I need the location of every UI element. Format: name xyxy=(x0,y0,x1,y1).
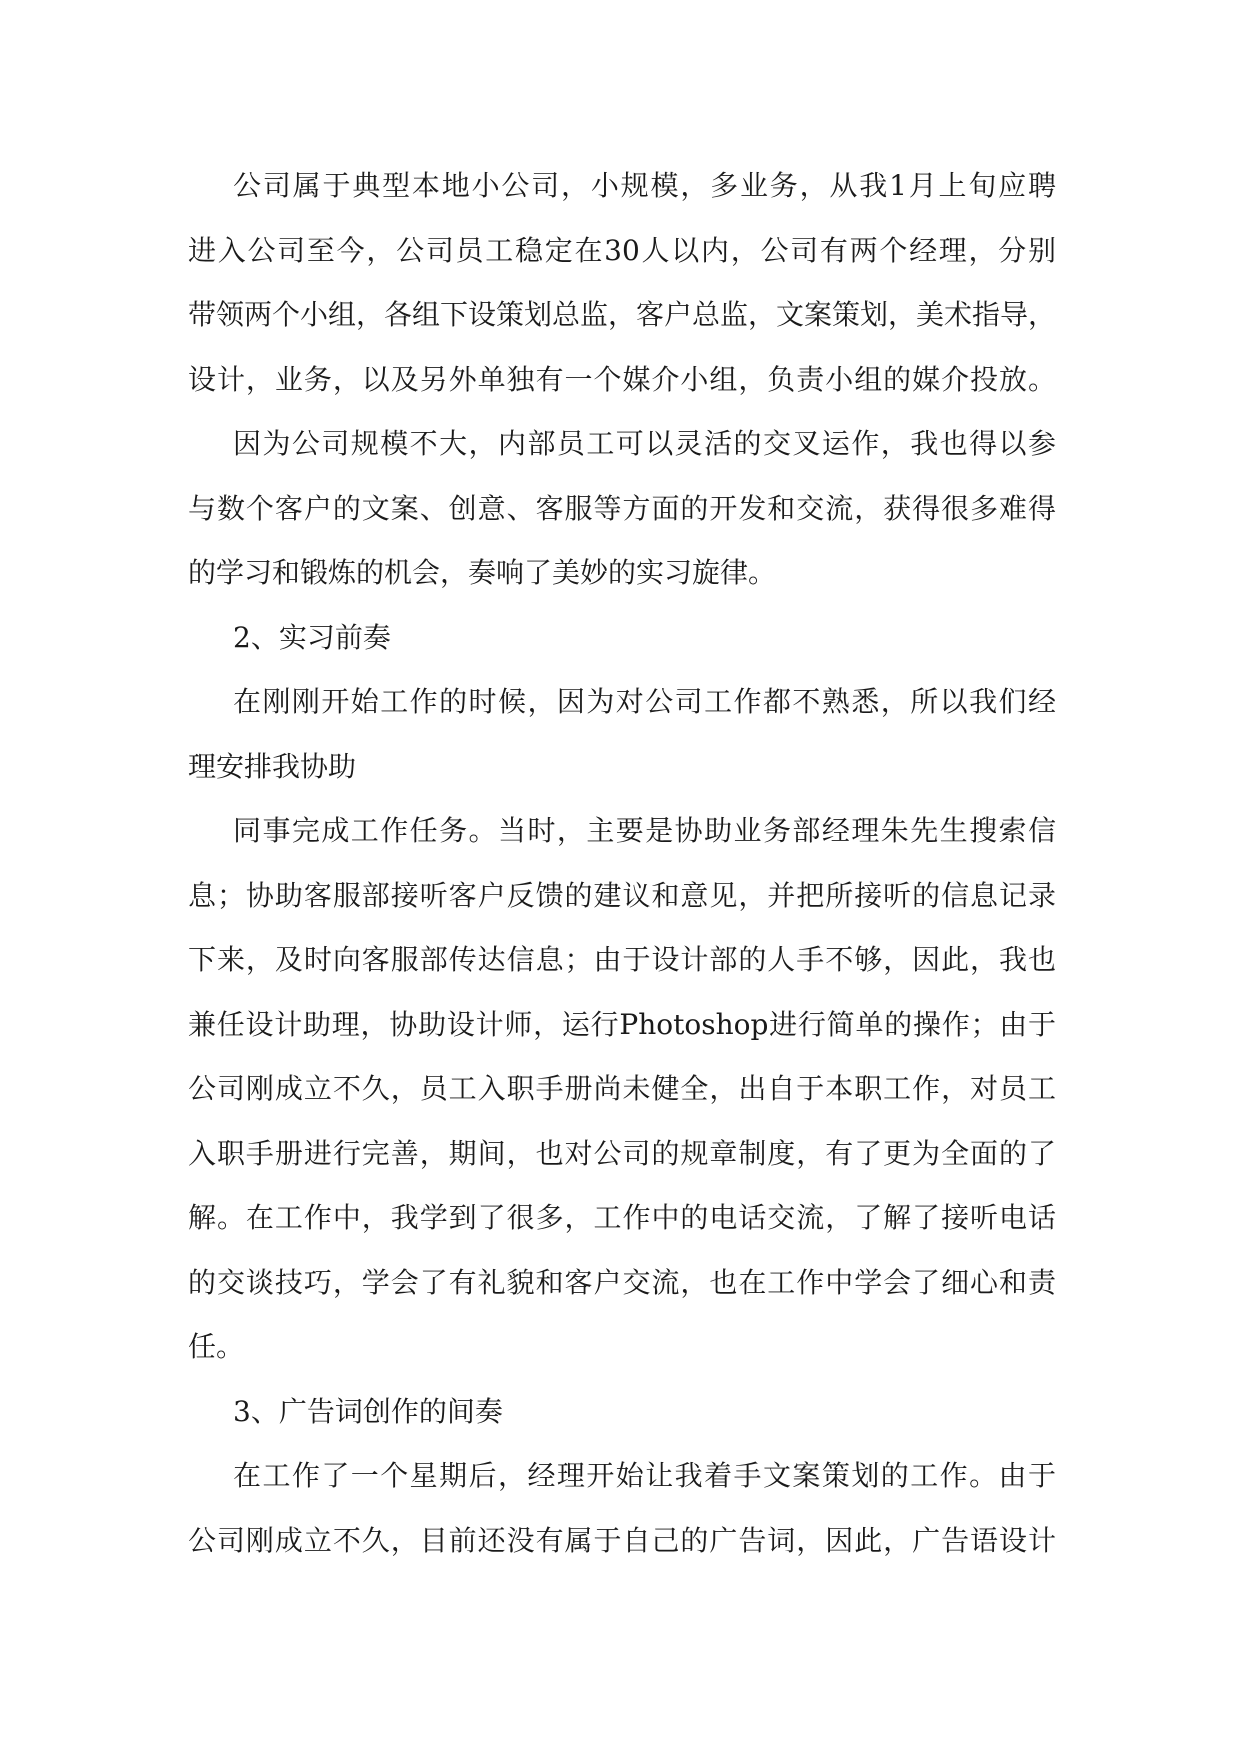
text-line: 在刚刚开始工作的时候，因为对公司工作都不熟悉，所以我们经 xyxy=(233,685,1056,718)
text-line: 进入公司至今，公司员工稳定在30人以内，公司有两个经理，分别 xyxy=(188,233,1056,267)
text-line: 的学习和锻炼的机会，奏响了美妙的实习旋律。 xyxy=(188,556,777,589)
text-line: 同事完成工作任务。当时，主要是协助业务部经理朱先生搜索信 xyxy=(233,814,1056,847)
text-line: 下来，及时向客服部传达信息；由于设计部的人手不够，因此，我也 xyxy=(188,943,1056,976)
section-heading: 3、广告词创作的间奏 xyxy=(233,1394,503,1428)
document-body xyxy=(188,154,1056,1573)
text-line: 公司刚成立不久，员工入职手册尚未健全，出自于本职工作，对员工 xyxy=(188,1072,1056,1105)
text-line: 公司刚成立不久，目前还没有属于自己的广告词，因此，广告语设计 xyxy=(188,1523,1056,1557)
text-line: 公司属于典型本地小公司，小规模，多业务，从我1月上旬应聘 xyxy=(233,169,1056,202)
text-line: 设计，业务，以及另外单独有一个媒介小组，负责小组的媒介投放。 xyxy=(188,362,1056,396)
text-line: 息；协助客服部接听客户反馈的建议和意见，并把所接听的信息记录 xyxy=(188,878,1056,912)
text-line: 与数个客户的文案、创意、客服等方面的开发和交流，获得很多难得 xyxy=(188,491,1056,525)
text-line: 因为公司规模不大，内部员工可以灵活的交叉运作，我也得以参 xyxy=(233,427,1056,460)
text-line: 兼任设计助理，协助设计师，运行Photoshop进行简单的操作；由于 xyxy=(188,1007,1056,1041)
section-heading: 2、实习前奏 xyxy=(233,620,391,654)
text-line: 任。 xyxy=(188,1330,245,1363)
text-line: 解。在工作中，我学到了很多，工作中的电话交流，了解了接听电话 xyxy=(188,1201,1056,1234)
text-line: 在工作了一个星期后，经理开始让我着手文案策划的工作。由于 xyxy=(233,1459,1056,1492)
text-line: 理安排我协助 xyxy=(188,749,357,783)
text-line: 带领两个小组，各组下设策划总监，客户总监，文案策划，美术指导， xyxy=(188,298,1057,331)
text-line: 入职手册进行完善，期间，也对公司的规章制度，有了更为全面的了 xyxy=(188,1136,1056,1170)
text-line: 的交谈技巧，学会了有礼貌和客户交流，也在工作中学会了细心和责 xyxy=(188,1265,1056,1299)
